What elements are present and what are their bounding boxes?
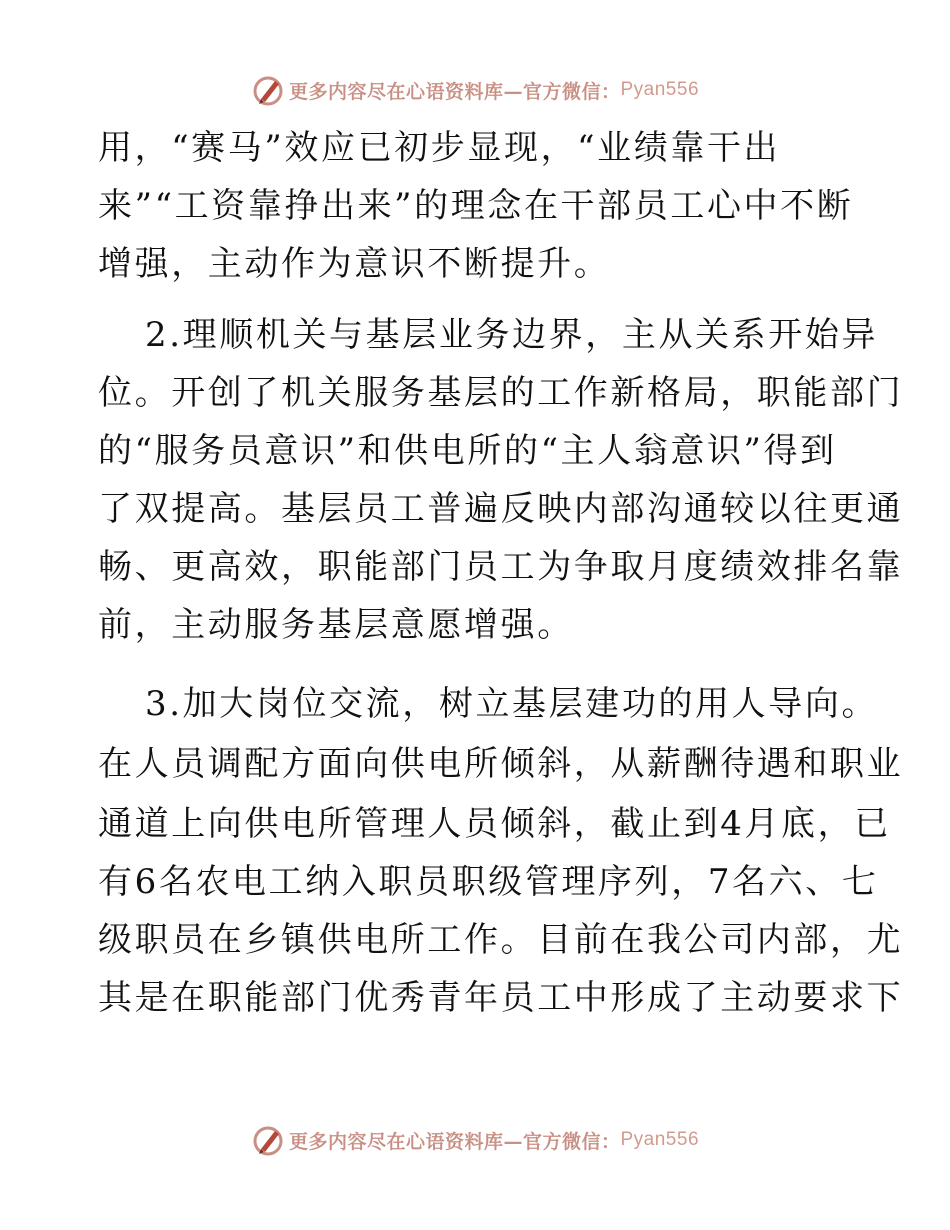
pen-circle-logo-icon: [251, 73, 285, 107]
body-line: 其是在职能部门优秀青年员工中形成了主动要求下: [98, 978, 904, 1018]
body-line: 有6名农电工纳入职员职级管理序列，7名六、七: [98, 862, 879, 902]
body-line: 前，主动服务基层意愿增强。: [98, 605, 574, 645]
pen-circle-logo-icon: [251, 1123, 285, 1157]
body-line: 增强，主动作为意识不断提升。: [98, 244, 611, 284]
body-line: 通道上向供电所管理人员倾斜，截止到4月底，已: [98, 804, 891, 844]
watermark-text: 更多内容尽在心语资料库—官方微信：: [288, 1130, 621, 1153]
watermark-wechat-id: Pyan556: [620, 79, 700, 100]
footer-watermark: [0, 1120, 950, 1160]
paragraph-3-line: 3.加大岗位交流，树立基层建功的用人导向。: [145, 684, 879, 724]
body-line: 用，“赛马”效应已初步显现，“业绩靠干出: [98, 128, 781, 168]
body-line: 了双提高。基层员工普遍反映内部沟通较以往更通: [98, 489, 904, 529]
body-line: 来”“工资靠挣出来”的理念在干部员工心中不断: [98, 186, 854, 226]
body-line: 位。开创了机关服务基层的工作新格局，职能部门: [98, 373, 904, 413]
body-line: 畅、更高效，职能部门员工为争取月度绩效排名靠: [98, 547, 904, 587]
header-watermark: [0, 70, 950, 110]
body-line: 的“服务员意识”和供电所的“主人翁意识”得到: [98, 431, 837, 471]
paragraph-2-line: 2.理顺机关与基层业务边界，主从关系开始异: [145, 315, 879, 355]
body-line: 级职员在乡镇供电所工作。目前在我公司内部，尤: [98, 920, 904, 960]
body-line: 在人员调配方面向供电所倾斜，从薪酬待遇和职业: [98, 744, 904, 784]
watermark-text: 更多内容尽在心语资料库—官方微信：: [288, 80, 621, 103]
watermark-wechat-id: Pyan556: [620, 1129, 700, 1150]
